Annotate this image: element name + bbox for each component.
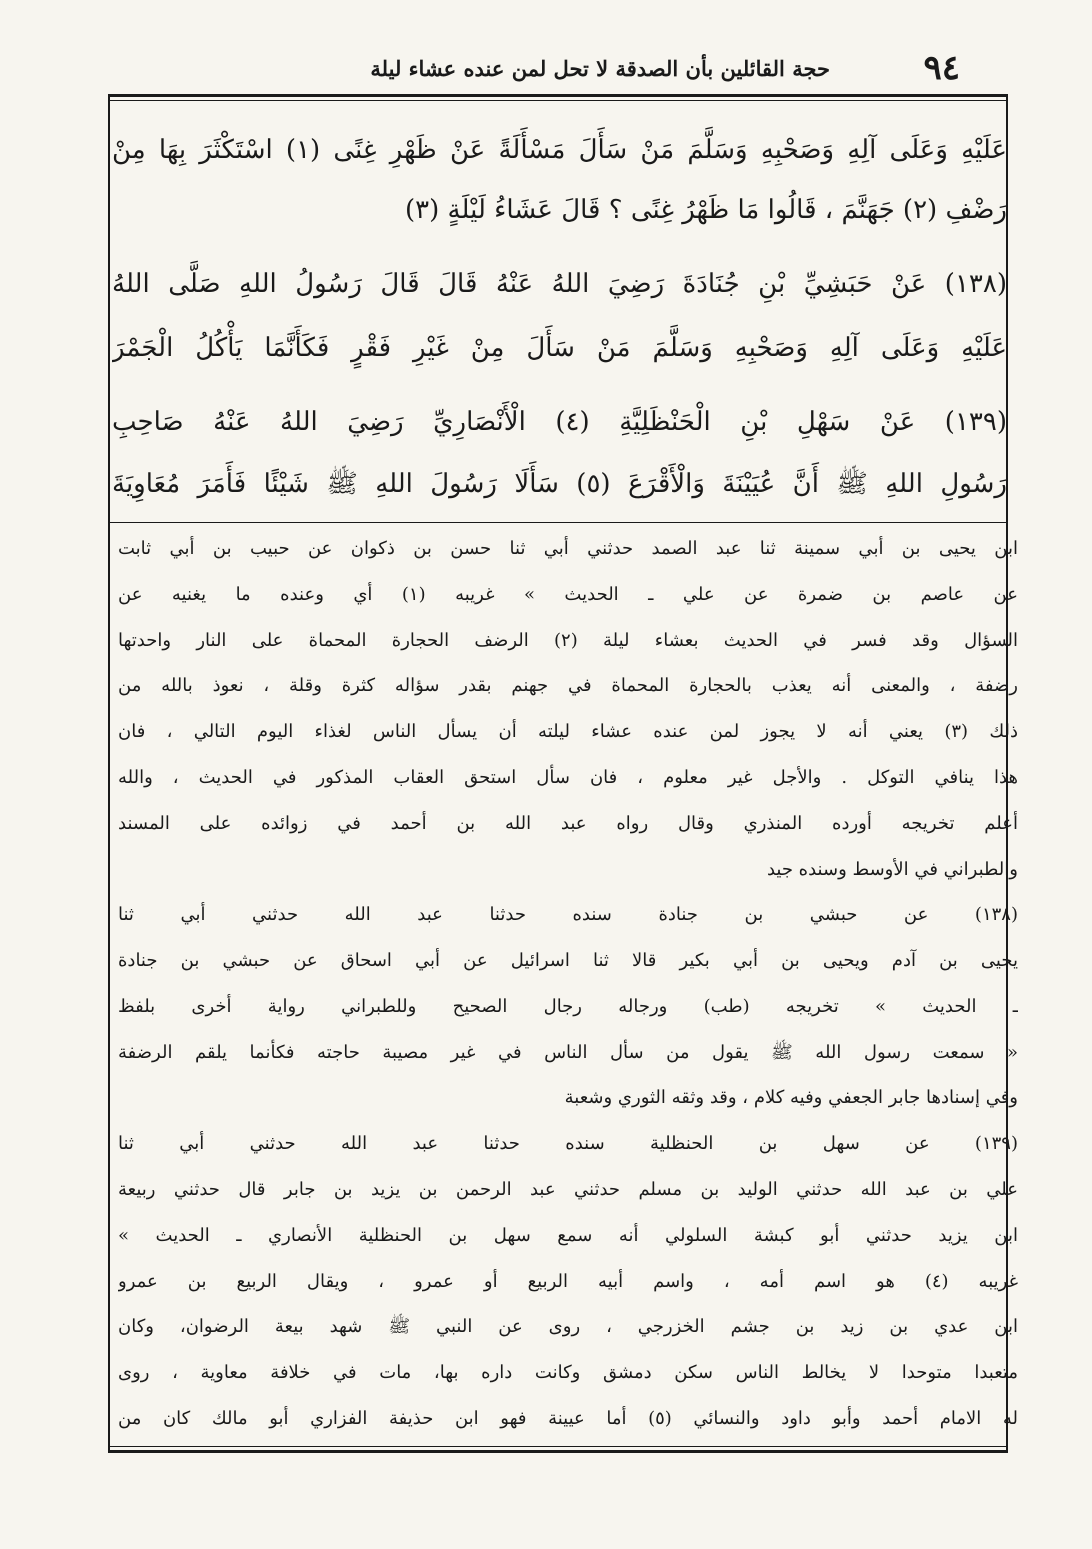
commentary-line: غريبه (٤) هو اسم أمه ، واسم أبيه الربيع أو عمرو ، ويقال الربيع بن عمرو	[118, 1271, 1018, 1292]
hadith-line: رَضْفِ (٢) جَهَنَّمَ ، قَالُوا مَا ظَهْرُ غِنًى ؟ قَالَ عَشَاءُ لَيْلَةٍ (٣)	[405, 195, 1007, 225]
header-rule	[108, 94, 1008, 97]
commentary-line: السؤال وقد فسر في الحديث بعشاء ليلة (٢) الرضف الحجارة المحماة على النار واحدتها	[118, 630, 1018, 651]
commentary-line: « سمعت رسول الله ﷺ يقول من سأل الناس في غير مصيبة حاجته فكأنما يلقم الرضفة	[118, 1042, 1018, 1063]
commentary-line: رضفة ، والمعنى أنه يعذب بالحجارة المحماة في جهنم بقدر سؤاله كثرة وقلة ، نعوذ بالله من	[118, 675, 1018, 696]
commentary-line: متعبدا متوحدا لا يخالط الناس سكن دمشق وكانت داره بها، مات في خلافة معاوية ، روى	[118, 1362, 1018, 1383]
hadith-line: رَسُولِ اللهِ ﷺ أَنَّ عُيَيْنَةَ وَالْأَقْرَعَ (٥) سَأَلَا رَسُولَ اللهِ ﷺ شَيْئًا فَأَمَرَ مُعَاوِيَةَ	[112, 469, 1007, 499]
commentary-line: هذا ينافي التوكل . والأجل غير معلوم ، فان سأل استحق العقاب المذكور في الحديث ، والله	[118, 767, 1018, 788]
commentary-line: ذلك (٣) يعني أنه لا يجوز لمن عنده عشاء ليلته أن يسأل الناس لغذاء اليوم التالي ، فان	[118, 721, 1018, 742]
commentary-line: له الامام أحمد وأبو داود والنسائي (٥) أما عيينة فهو ابن حذيفة الفزاري أبو مالك كان من	[118, 1408, 1018, 1429]
commentary-line: عن عاصم بن ضمرة عن علي ـ الحديث » غريبه (١) أي وعنده ما يغنيه عن	[118, 584, 1018, 605]
commentary-line: أعلم تخريجه أورده المنذري وقال رواه عبد الله بن أحمد في زوائده على المسند	[118, 813, 1018, 834]
commentary-line: (١٣٩) عن سهل بن الحنظلية سنده حدثنا عبد الله حدثني أبي ثنا	[118, 1133, 1018, 1154]
page-header	[120, 48, 960, 88]
commentary-line: علي بن عبد الله حدثني الوليد بن مسلم حدثني عبد الرحمن بن يزيد بن جابر قال حدثني ربيعة	[118, 1179, 1018, 1200]
footnote-separator	[108, 522, 1008, 523]
commentary-line: ابن يزيد حدثني أبو كبشة السلولي أنه سمع سهل بن الحنظلية الأنصاري ـ الحديث »	[118, 1225, 1018, 1246]
commentary-line: ابن يحيى بن أبي سمينة ثنا عبد الصمد حدثني أبي ثنا حسن بن ذكوان عن حبيب بن أبي ثابت	[118, 538, 1018, 559]
hadith-line: عَلَيْهِ وَعَلَى آلِهِ وَصَحْبِهِ وَسَلَّمَ مَنْ سَأَلَ مِنْ غَيْرِ فَقْرٍ فَكَأَنَّمَا يَأْكُلُ الْجَمْرَ	[112, 333, 1007, 363]
hadith-line: (١٣٨) عَنْ حَبَشِيِّ بْنِ جُنَادَةَ رَضِيَ اللهُ عَنْهُ قَالَ قَالَ رَسُولُ اللهِ صَلَّى اللهُ	[112, 269, 1007, 299]
header-rule-thin	[108, 100, 1008, 101]
running-title: حجة القائلين بأن الصدقة لا تحل لمن عنده عشاء ليلة	[370, 56, 830, 81]
page-number: ٩٤	[923, 48, 960, 88]
footer-rule-thin	[108, 1446, 1008, 1447]
commentary-line: (١٣٨) عن حبشي بن جنادة سنده حدثنا عبد الله حدثني أبي ثنا	[118, 904, 1018, 925]
commentary-line: والطبراني في الأوسط وسنده جيد	[766, 859, 1018, 880]
footer-rule	[108, 1450, 1008, 1453]
hadith-line: (١٣٩) عَنْ سَهْلِ بْنِ الْحَنْظَلِيَّةِ (٤) الْأَنْصَارِيِّ رَضِيَ اللهُ عَنْهُ صَاحِبِ	[112, 407, 1007, 437]
hadith-line: عَلَيْهِ وَعَلَى آلِهِ وَصَحْبِهِ وَسَلَّمَ مَنْ سَأَلَ مَسْأَلَةً عَنْ ظَهْرِ غِنًى (١) اسْتَكْثَرَ بِهَا مِنْ	[112, 135, 1007, 165]
commentary-line: وفي إسنادها جابر الجعفي وفيه كلام ، وقد وثقه الثوري وشعبة	[564, 1087, 1018, 1108]
commentary-line: ابن عدي بن زيد بن جشم الخزرجي ، روى عن النبي ﷺ شهد بيعة الرضوان، وكان	[118, 1316, 1018, 1337]
commentary-line: ـ الحديث » تخريجه (طب) ورجاله رجال الصحيح وللطبراني رواية أخرى بلفظ	[118, 996, 1018, 1017]
commentary-line: يحيى بن آدم ويحيى بن أبي بكير قالا ثنا اسرائيل عن أبي اسحاق عن حبشي بن جنادة	[118, 950, 1018, 971]
frame-left-border	[108, 96, 110, 1450]
